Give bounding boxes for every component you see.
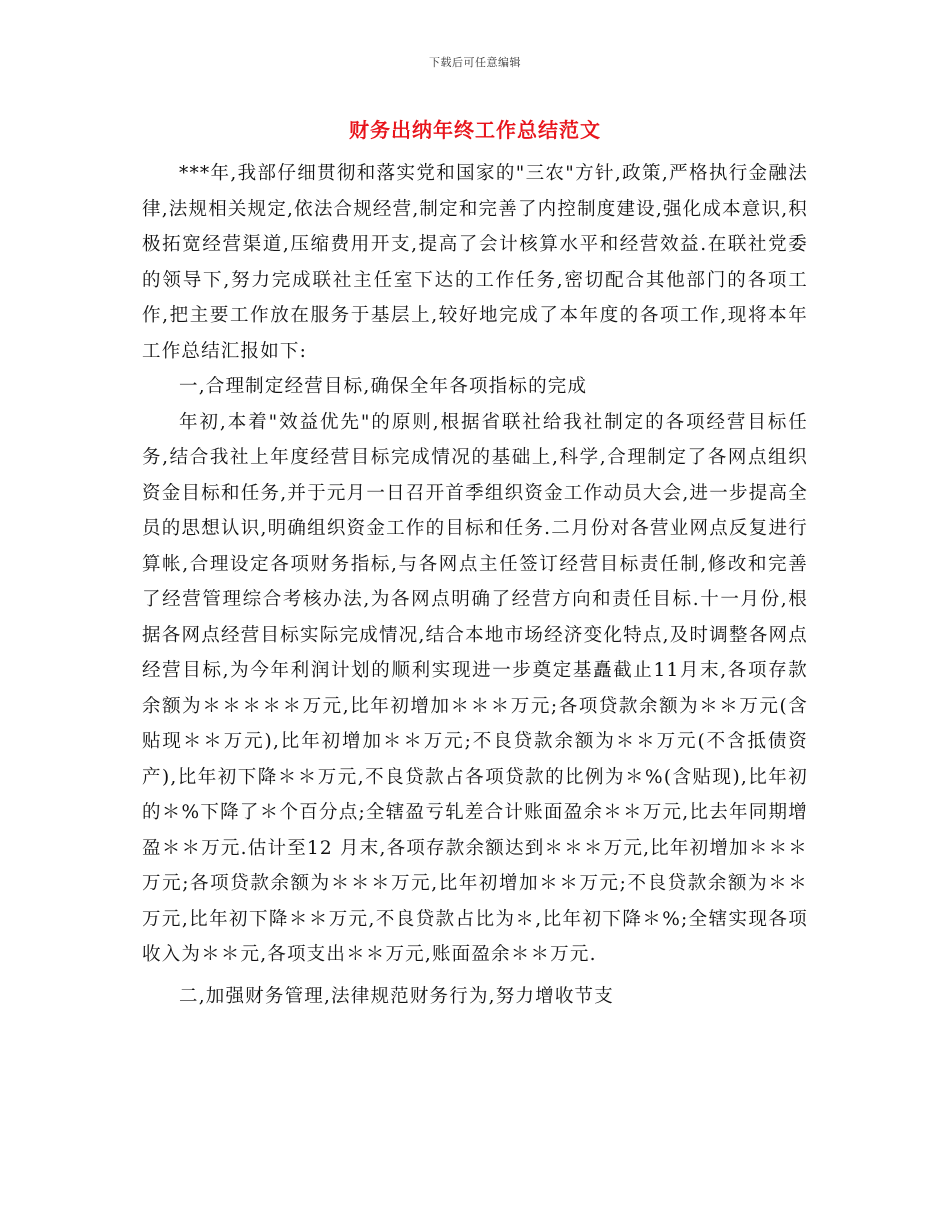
section-1-paragraph: 年初,本着"效益优先"的原则,根据省联社给我社制定的各项经营目标任务,结合我社上年度经营目标完成情况的基础上,科学,合理制定了各网点组织资金目标和任务,并于元月一日召开首季组织资金工作动员大会,进一步提高全员的思想认识,明确组织资金工作的目标和任务.二月份对各营业网点反复进行算帐,合理设定各项财务指标,与各网点主任签订经营目标责任制,修改和完善了经营管理综合考核办法,为各网点明确了经营方向和责任目标.十一月份,根据各网点经营目标实际完成情况,结合本地市场经济变化特点,及时调整各网点经营目标,为今年利润计划的顺利实现进一步奠定基矗截止11月末,各项存款余额为＊＊＊＊＊万元,比年初增加＊＊＊万元;各项贷款余额为＊＊万元(含贴现＊＊万元),比年初增加＊＊万元;不良贷款余额为＊＊万元(不含抵债资产),比年初下降＊＊万元,不良贷款占各项贷款的比例为＊%(含贴现),比年初的＊%下降了＊个百分点;全辖盈亏轧差合计账面盈余＊＊万元,比去年同期增盈＊＊万元.估计至12 月末,各项存款余额达到＊＊＊万元,比年初增加＊＊＊万元;各项贷款余额为＊＊＊万元,比年初增加＊＊万元;不良贷款余额为＊＊万元,比年初下降＊＊万元,不良贷款占比为＊,比年初下降＊%;全辖实现各项收入为＊＊元,各项支出＊＊万元,账面盈余＊＊万元. (142, 411, 808, 965)
header-note: 下载后可任意编辑 (429, 56, 521, 69)
document-title: 财务出纳年终工作总结范文 (349, 118, 601, 142)
section-heading-2: 二,加强财务管理,法律规范财务行为,努力增收节支 (179, 985, 614, 1007)
document-body (142, 156, 808, 1014)
section-heading-1: 一,合理制定经营目标,确保全年各项指标的完成 (179, 376, 588, 397)
intro-paragraph: ***年,我部仔细贯彻和落实党和国家的"三农"方针,政策,严格执行金融法律,法规相关规定,依法合规经营,制定和完善了内控制度建设,强化成本意识,积极拓宽经营渠道,压缩费用开支,提高了会计核算水平和经营效益.在联社党委的领导下,努力完成联社主任室下达的工作任务,密切配合其他部门的各项工作,把主要工作放在服务于基层上,较好地完成了本年度的各项工作,现将本年工作总结汇报如下: (142, 163, 808, 362)
